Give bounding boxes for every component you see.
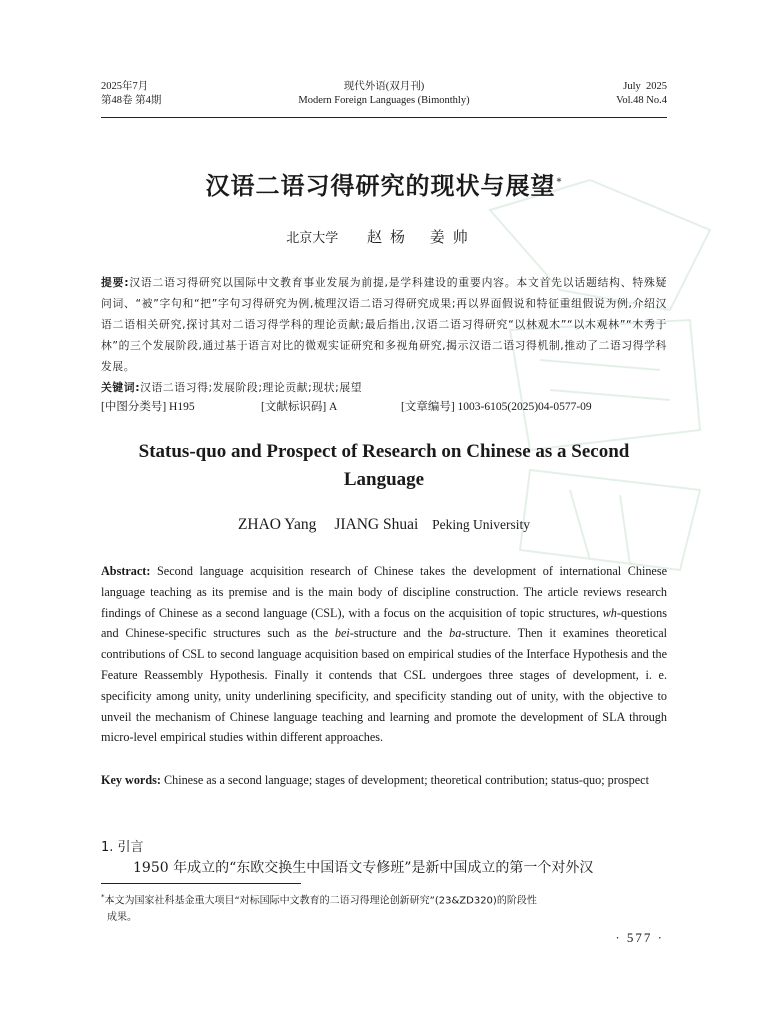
footnote-rule (101, 883, 301, 884)
footnote-line-2: 成果。 (107, 912, 137, 924)
footnote-line-1: 本文为国家社科基金重大项目“对标国际中文教育的二语习得理论创新研究”(23&ZD320)的阶段性 (104, 895, 537, 907)
clc-number: [中图分类号] H195 (101, 401, 195, 413)
affiliation-en: Peking University (432, 517, 531, 532)
authors-en (0, 516, 768, 534)
header-rule (101, 117, 667, 118)
author-2-en: JIANG Shuai (334, 516, 419, 533)
abstract-en-label: Abstract: (101, 564, 151, 578)
header-volume-cn: 第48卷 第4期 (101, 95, 162, 106)
abstract-en-text-4: -structure. Then it examines theoretical contributions of CSL to second language acquisition based on empirical studies of the Interface Hypothesis and the Feature Reassembly Hypothesis. Finally it contends that CSL undergoes three stages of development, i. e. specificity among unity, unity underlining specificity, and specificity standing out of unity, with the objective to unveil the mechanism of Chinese language teaching and learning and promote the development of SLA through micro-level empirical studies within different approaches. (101, 626, 667, 745)
author-1-en: ZHAO Yang (237, 516, 317, 533)
footnote-mark: * (101, 893, 105, 901)
keywords-cn-label: 关键词: (101, 381, 141, 394)
abstract-en-text-3: -structure and the (349, 626, 450, 641)
keywords-en-label: Key words: (101, 773, 161, 787)
abstract-en-italic-wh: wh (602, 605, 617, 620)
title-cn-text: 汉语二语习得研究的现状与展望 (205, 171, 556, 200)
header-issue-en (616, 80, 667, 108)
header-journal-en: Modern Foreign Languages (Bimonthly) (298, 95, 470, 106)
abstract-cn (101, 272, 667, 377)
page-number: · 577 · (615, 930, 664, 945)
article-title-en: Status-quo and Prospect of Research on Chinese as a Second Language (138, 441, 630, 490)
header-journal-cn: 现代外语(双月刊) (343, 81, 425, 92)
title-footnote-mark: * (556, 177, 563, 188)
header-date-en: July 2025 (623, 81, 667, 92)
header-date-cn: 2025年7月 (101, 81, 149, 92)
abstract-cn-label: 提要: (101, 276, 130, 289)
abstract-en-text-1: Second language acquisition research of Chinese takes the development of international Chinese language teaching as its premise and is the main body of discipline construction. The article reviews research findings of Chinese as a second language (CSL), with a focus on the acquisition of topic structures, (101, 564, 667, 620)
keywords-cn-text: 汉语二语习得;发展阶段;理论贡献;现状;展望 (140, 381, 363, 394)
abstract-en-italic-ba: ba (449, 626, 462, 641)
author-2-cn: 姜帅 (429, 228, 476, 246)
keywords-en (101, 770, 667, 791)
abstract-cn-text: 汉语二语习得研究以国际中文教育事业发展为前提,是学科建设的重要内容。本文首先以话题结构、特殊疑问词、“被”字句和“把”字句习得研究为例,梳理汉语二语习得研究成果;再以界面假说和特征重组假说为例,介绍汉语二语相关研究,探讨其对二语习得学科的理论贡献;最后指出,汉语二语习得研究“以林观木”“以木观林”“木秀于林”的三个发展阶段,通过基于语言对比的微观实证研究和多视角研究,揭示汉语二语习得机制,推动了二语习得学科发展。 (101, 276, 667, 373)
document-code: [文献标识码] A (261, 401, 338, 413)
header-volume-en: Vol.48 No.4 (616, 95, 667, 106)
affiliation-cn: 北京大学 (286, 231, 339, 246)
running-header (101, 80, 667, 116)
article-number: [文章编号] 1003-6105(2025)04-0577-09 (401, 401, 592, 413)
abstract-en-text-2: -questions and Chinese-specific structures such as the (101, 605, 667, 641)
author-1-cn: 赵杨 (366, 228, 413, 246)
footnote (101, 889, 667, 926)
abstract-en-italic-bei: bei (334, 626, 350, 641)
section-heading: 1. 引言 (101, 840, 144, 855)
keywords-cn (101, 377, 667, 398)
article-title-cn (0, 166, 768, 201)
header-journal (101, 80, 667, 108)
body-paragraph: 1950 年成立的“东欧交换生中国语文专修班”是新中国成立的第一个对外汉 (133, 860, 594, 876)
authors-cn (0, 226, 768, 247)
abstract-en (101, 561, 667, 748)
keywords-en-text: Chinese as a second language; stages of development; theoretical contribution; status-quo; prospect (160, 773, 649, 787)
